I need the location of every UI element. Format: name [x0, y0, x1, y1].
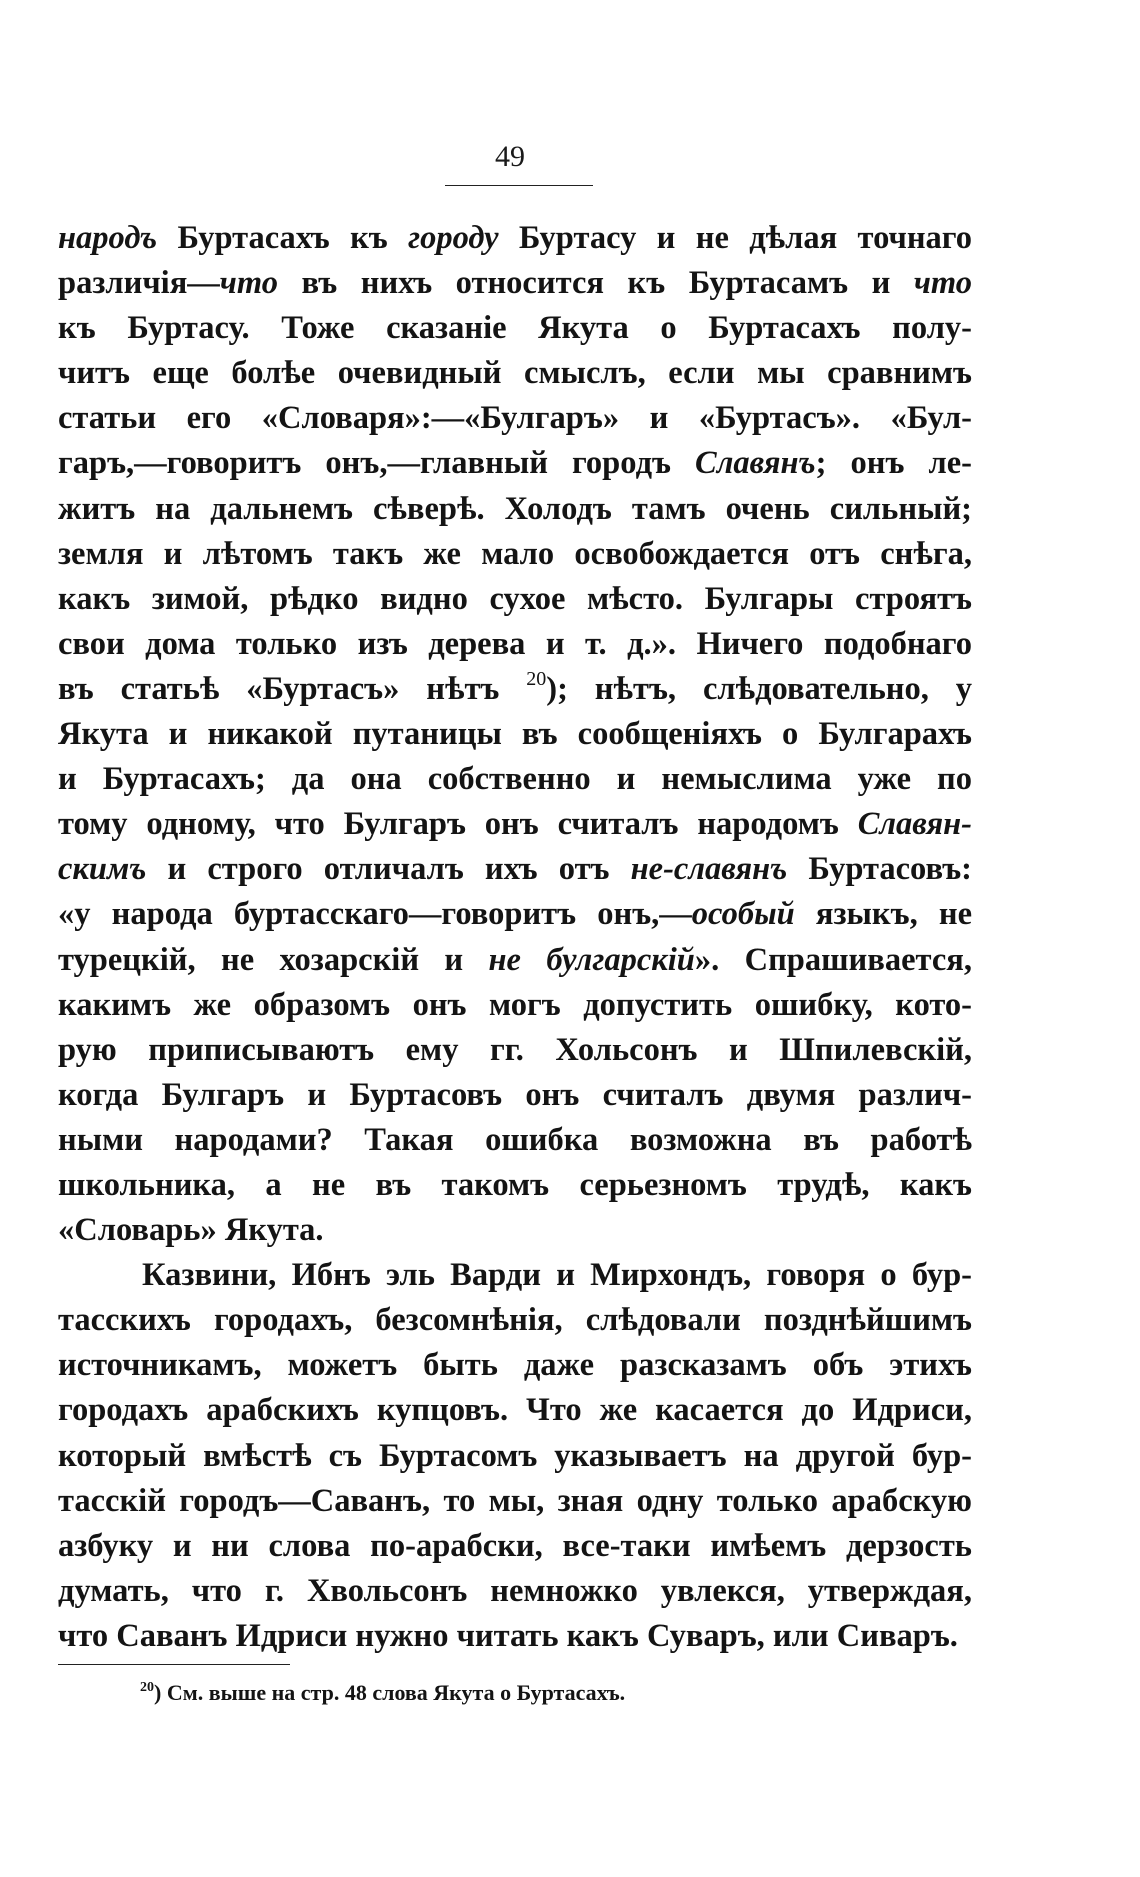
text-run: гаръ,—говоритъ онъ,—главный городъ [58, 445, 696, 482]
text-run: ными народами? Такая ошибка возможна въ работѣ [58, 1121, 972, 1158]
text-line [58, 1118, 972, 1163]
text-line [58, 1208, 972, 1253]
text-line [58, 1388, 972, 1433]
text-run: Буртасахъ къ [157, 220, 409, 256]
emphasis-text: Славян- [857, 806, 972, 843]
text-run: языкъ, не [794, 896, 973, 933]
emphasis-text: городу [408, 220, 499, 256]
text-line [58, 1434, 972, 1479]
text-line [58, 532, 972, 577]
text-line [58, 983, 972, 1028]
text-line [58, 622, 972, 667]
text-run: ; онъ ле- [815, 445, 972, 482]
text-run: думать, что г. Хвольсонъ немножко увлекся, утверждая, [58, 1572, 972, 1609]
text-run: что Саванъ Идриси нужно читать какъ Суваръ, или Сиваръ. [58, 1617, 958, 1654]
emphasis-text: скимъ [58, 851, 147, 888]
emphasis-text: не-славянъ [630, 851, 788, 888]
emphasis-text: народъ [58, 220, 158, 256]
text-run: Казвини, Ибнъ эль Варди и Мирхондъ, говоря о бур- [142, 1257, 972, 1294]
text-run: источникамъ, можетъ быть даже разсказамъ объ этихъ [58, 1347, 972, 1384]
paragraph [58, 216, 972, 1253]
text-line [58, 892, 972, 937]
emphasis-text: что [219, 265, 278, 302]
text-line [58, 261, 972, 306]
text-line [58, 1524, 972, 1569]
emphasis-text: что [913, 265, 972, 302]
header-rule [445, 185, 593, 186]
text-run: рую приписываютъ ему гг. Хольсонъ и Шпилевскій, [58, 1031, 972, 1068]
text-line [58, 487, 972, 532]
page-number: 49 [495, 140, 525, 173]
footnote [140, 1678, 840, 1708]
text-line [58, 938, 972, 983]
text-run: тому одному, что Булгаръ онъ считалъ народомъ [58, 806, 858, 843]
emphasis-text: Славянъ [695, 445, 816, 482]
text-line [58, 757, 972, 802]
text-run: свои дома только изъ дерева и т. д.». Ничего подобнаго [58, 625, 972, 662]
text-line [58, 1073, 972, 1118]
footnote-reference: 20 [526, 667, 547, 690]
text-run: Буртасовъ: [787, 851, 972, 888]
text-run: ». Спрашивается, [694, 941, 973, 978]
text-line [58, 1163, 972, 1208]
text-run: къ Буртасу. Тоже сказаніе Якута о Буртасахъ полу- [58, 310, 972, 347]
text-line [58, 216, 972, 261]
text-line [58, 1343, 972, 1388]
body-text [58, 216, 972, 1659]
text-line [58, 1569, 972, 1614]
text-run: который вмѣстѣ съ Буртасомъ указываетъ на другой бур- [58, 1437, 972, 1474]
footnote-text: ) См. выше на стр. 48 слова Якута о Буртасахъ. [154, 1680, 626, 1705]
text-run: Буртасу и не дѣлая точнаго [498, 220, 972, 256]
text-run: ); нѣтъ, слѣдовательно, у [546, 670, 972, 707]
text-line [58, 396, 972, 441]
emphasis-text: не булгарскій [488, 941, 695, 978]
text-line [58, 351, 972, 396]
text-run: въ нихъ относится къ Буртасамъ и [277, 265, 914, 302]
text-run: въ статьѣ «Буртасъ» нѣтъ [58, 670, 527, 707]
text-run: и строго отличалъ ихъ отъ [146, 851, 631, 888]
text-line [58, 1614, 972, 1659]
text-run: турецкій, не хозарскій и [58, 941, 489, 978]
text-run: и Буртасахъ; да она собственно и немыслима уже по [58, 761, 972, 798]
text-run: читъ еще болѣе очевидный смыслъ, если мы сравнимъ [58, 355, 972, 392]
text-line [58, 802, 972, 847]
text-line [58, 667, 972, 712]
text-run: тасскій городъ—Саванъ, то мы, зная одну только арабскую [58, 1482, 972, 1519]
text-line [58, 1028, 972, 1073]
text-line [58, 306, 972, 351]
text-run: какъ зимой, рѣдко видно сухое мѣсто. Булгары строятъ [58, 580, 972, 617]
text-line [58, 577, 972, 622]
text-run: тасскихъ городахъ, безсомнѣнія, слѣдовали позднѣйшимъ [58, 1302, 972, 1339]
text-run: статьи его «Словаря»:—«Булгаръ» и «Буртасъ». «Бул- [58, 400, 972, 437]
text-line [58, 1298, 972, 1343]
text-run: различія— [58, 265, 220, 302]
text-run: школьника, а не въ такомъ серьезномъ трудѣ, какъ [58, 1166, 972, 1203]
text-run: когда Булгаръ и Буртасовъ онъ считалъ двумя различ- [58, 1076, 972, 1113]
emphasis-text: особый [691, 896, 795, 933]
text-run: азбуку и ни слова по-арабски, все-таки имѣемъ дерзость [58, 1527, 972, 1564]
footnote-marker: 20 [140, 1680, 154, 1695]
text-line [58, 712, 972, 757]
paragraph [58, 1253, 972, 1659]
text-run: земля и лѣтомъ такъ же мало освобождается отъ снѣга, [58, 535, 972, 572]
footnote-rule [58, 1664, 290, 1665]
text-run: «у народа буртасскаго—говоритъ онъ,— [58, 896, 692, 933]
text-run: «Словарь» Якута. [58, 1212, 324, 1249]
text-line [58, 847, 972, 892]
text-line [58, 441, 972, 486]
text-line [58, 1253, 972, 1298]
text-run: какимъ же образомъ онъ могъ допустить ошибку, кото- [58, 986, 972, 1023]
text-run: житъ на дальнемъ сѣверѣ. Холодъ тамъ очень сильный; [58, 490, 972, 527]
text-run: Якута и никакой путаницы въ сообщеніяхъ о Булгарахъ [58, 716, 972, 753]
text-run: городахъ арабскихъ купцовъ. Что же касается до Идриси, [58, 1392, 972, 1429]
text-line [58, 1479, 972, 1524]
